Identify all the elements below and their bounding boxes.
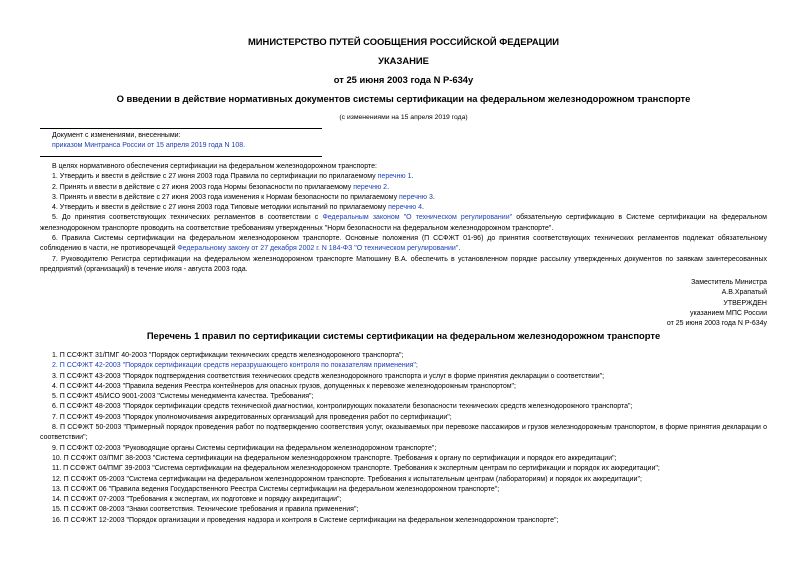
paragraph-4: 4. Утвердить и ввести в действие с 27 июня 2003 года Типовые методики испытаний по прилагаемому перечню 4.	[52, 204, 424, 212]
list-3-link[interactable]: перечню 3	[399, 193, 433, 201]
federal-law-184-link[interactable]: Федеральному закону от 27 декабря 2002 г. N 184-ФЗ "О техническом регулировании"	[177, 245, 459, 253]
list-item: 13. П ССФЖТ 06 "Правила ведения Государственного Реестра Системы сертификации на федеральном железнодорожном транспорте";	[52, 485, 500, 493]
tech-regulation-law-link[interactable]: Федеральным законом "О техническом регулировании"	[322, 214, 513, 222]
list-item: 1. П ССФЖТ 31/ПМГ 40-2003 "Порядок сертификации технических средств железнодорожного транспорта";	[52, 352, 404, 359]
amendments-note	[52, 132, 245, 151]
paragraph-2: 2. Принять и ввести в действие с 27 июня 2003 года Нормы безопасности по прилагаемому перечню 2.	[52, 183, 390, 191]
list-item: 11. П ССФЖТ 04/ПМГ 39-2003 "Система сертификации на федеральном железнодорожном транспорте. Требования к экспертным центрам по сертификации и порядок их аккредитации";	[52, 465, 660, 473]
amendment-order-link[interactable]: приказом Минтранса России от 15 апреля 2019 года N 108.	[52, 142, 246, 150]
signer-role: Заместитель Министра	[691, 279, 767, 286]
document-date-number: от 25 июня 2003 года N Р-634у	[333, 74, 474, 85]
list-1-title: Перечень 1 правил по сертификации системы сертификации на федеральном железнодорожном транспорте	[146, 330, 661, 341]
changes-note: (с изменениями на 15 апреля 2019 года)	[339, 114, 468, 121]
list-item: 8. П ССФЖТ 50-2003 "Примерный порядок проведения работ по подтверждению соответствия услуг, оказываемых при перевозке пассажиров и грузов железнодорожным транспортом, в форме принятия декларации о соответствии";	[40, 424, 767, 442]
list-item: 4. П ССФЖТ 44-2003 "Правила ведения Реестра контейнеров для опасных грузов, допущенных к перевозке железнодорожным транспортом";	[52, 382, 516, 390]
list-item: 14. П ССФЖТ 07-2003 "Требования к экспертам, их подготовке и порядку аккредитации";	[52, 496, 342, 504]
list-item: 3. П ССФЖТ 43-2003 "Порядок подтверждения соответствия технических средств железнодорожного транспорта и услуг в форме принятия декларации о соответствии";	[52, 372, 605, 380]
amendments-label: Документ с изменениями, внесенными:	[52, 132, 181, 139]
rules-list	[40, 351, 767, 526]
list-2-link[interactable]: перечню 2	[353, 183, 388, 191]
list-1-link[interactable]: перечню 1	[377, 173, 412, 181]
document-title: О введении в действие нормативных документов системы сертификации на федеральном железнодорожном транспорте	[116, 93, 691, 104]
approved-date: от 25 июня 2003 года N Р-634у	[666, 320, 767, 328]
list-item: 16. П ССФЖТ 12-2003 "Порядок организации и проведения надзора и контроля в Системе сертификации на федеральном железнодорожном транспорте";	[52, 516, 559, 524]
approved-by: указанием МПС России	[690, 309, 767, 317]
document-type-heading: УКАЗАНИЕ	[378, 55, 429, 66]
list-item: 5. П ССФЖТ 45/ИСО 9001-2003 "Системы менеджмента качества. Требования";	[52, 393, 314, 401]
divider-bottom	[40, 156, 322, 157]
list-item[interactable]: 2. П ССФЖТ 42-2003 "Порядок сертификации средств неразрушающего контроля по показателям применения";	[52, 362, 418, 370]
intro-paragraph: В целях нормативного обеспечения сертификации на федеральном железнодорожном транспорте:	[52, 163, 377, 170]
list-4-link[interactable]: перечню 4	[388, 204, 422, 212]
ministry-heading: МИНИСТЕРСТВО ПУТЕЙ СООБЩЕНИЯ РОССИЙСКОЙ ФЕДЕРАЦИИ	[248, 36, 559, 47]
signature-block	[667, 278, 767, 329]
list-item: 12. П ССФЖТ 05-2003 "Система сертификации на федеральном железнодорожном транспорте. Требования к испытательным центрам (лабораториям) и порядок их аккредитации";	[52, 475, 642, 483]
list-item: 10. П ССФЖТ 03/ПМГ 38-2003 "Система сертификации на федеральном железнодорожном транспорте. Требования к органу по сертификации и порядок его аккредитации";	[52, 454, 617, 462]
paragraph-1: 1. Утвердить и ввести в действие с 27 июня 2003 года Правила по сертификации по прилагаемому перечню 1.	[52, 173, 414, 181]
paragraph-5: 5. До принятия соответствующих технических регламентов в соответствии с Федеральным законом "О техническом регулировании" обязательную сертификацию в Системе сертификации на федеральном железнодорожном транспорте проводить на соответствие требованиям утвержденных "Норм безопасности на федеральном железнодорожном транспорте".	[40, 214, 767, 232]
divider-top	[40, 128, 322, 129]
signer-name: А.В.Храпатый	[721, 289, 767, 297]
document-body	[40, 162, 767, 275]
list-item: 6. П ССФЖТ 48-2003 "Порядок сертификации средств технической диагностики, контролирующих показатели безопасности технических средств железнодорожного транспорта";	[52, 403, 633, 411]
list-item: 9. П ССФЖТ 02-2003 "Руководящие органы Системы сертификации на федеральном железнодорожном транспорте";	[52, 444, 437, 452]
paragraph-7: 7. Руководителю Регистра сертификации на федеральном железнодорожном транспорте Матюшину В.А. обеспечить в установленном порядке рассылку утвержденных документов по заявкам заинтересованных предприятий (организаций) в течение июля - августа 2003 года.	[40, 255, 767, 273]
list-item: 7. П ССФЖТ 49-2003 "Порядок уполномочивания аккредитованных организаций для проведения работ по сертификации";	[52, 413, 452, 421]
list-item: 15. П ССФЖТ 08-2003 "Знаки соответствия. Технические требования и правила применения";	[52, 506, 359, 514]
paragraph-3: 3. Принять и ввести в действие с 27 июня 2003 года изменения к Нормам безопасности по прилагаемому перечню 3.	[52, 193, 435, 201]
approved-label: УТВЕРЖДЕН	[723, 299, 767, 307]
paragraph-6: 6. Правила Системы сертификации на федеральном железнодорожном транспорте. Основные положения (П ССФЖТ 01-96) до принятия соответствующих технических регламентов подлежат обязательному соблюдению в части, не противоречащей Федеральному закону от 27 декабря 2002 г. N 184-ФЗ "О техническом регулировании".	[40, 235, 767, 253]
